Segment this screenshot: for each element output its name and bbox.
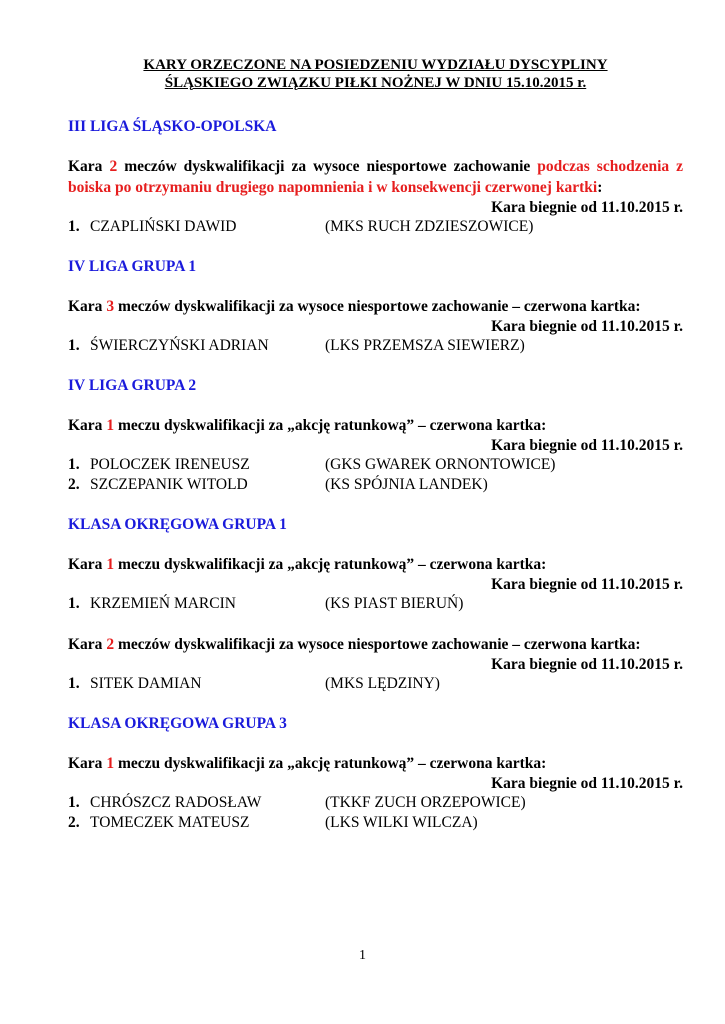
league-heading: KLASA OKRĘGOWA GRUPA 3: [68, 715, 287, 732]
player-number: 2.: [68, 476, 80, 493]
player-club: (MKS RUCH ZDZIESZOWICE): [325, 218, 534, 235]
league-heading: IV LIGA GRUPA 2: [68, 377, 197, 394]
league-section: [68, 516, 683, 694]
penalty-match-count: 2: [106, 636, 115, 653]
page-number: 1: [359, 948, 366, 963]
penalty-start-date: Kara biegnie od 11.10.2015 r.: [491, 199, 683, 216]
penalty-block: [68, 554, 683, 614]
player-number: 1.: [68, 794, 80, 811]
penalty-prefix: Kara: [68, 755, 103, 772]
player-number: 1.: [68, 456, 80, 473]
penalty-description: [68, 296, 683, 317]
penalty-description: [68, 554, 683, 575]
penalty-match-count: 1: [106, 556, 115, 573]
penalty-description: [68, 753, 683, 774]
player-row: [68, 475, 683, 495]
player-name: POLOCZEK IRENEUSZ: [90, 456, 250, 473]
league-section: [68, 715, 683, 833]
league-section: [68, 118, 683, 237]
penalty-text: meczów dyskwalifikacji za wysoce niesportowe zachowanie – czerwona kartka:: [117, 636, 641, 653]
player-row: [68, 455, 683, 475]
player-number: 1.: [68, 218, 80, 235]
league-heading: KLASA OKRĘGOWA GRUPA 1: [68, 516, 287, 533]
penalty-start-date: Kara biegnie od 11.10.2015 r.: [491, 775, 683, 792]
penalty-text: meczu dyskwalifikacji za „akcję ratunkową” – czerwona kartka:: [117, 417, 547, 434]
penalty-text: meczu dyskwalifikacji za „akcję ratunkową” – czerwona kartka:: [117, 556, 547, 573]
penalty-text: meczów dyskwalifikacji za wysoce niesportowe zachowanie – czerwona kartka:: [117, 298, 641, 315]
penalty-text: meczów dyskwalifikacji za wysoce niesportowe zachowanie: [124, 158, 531, 175]
penalty-text: meczu dyskwalifikacji za „akcję ratunkową” – czerwona kartka:: [117, 755, 547, 772]
penalty-match-count: 2: [109, 158, 118, 175]
penalty-prefix: Kara: [68, 158, 103, 175]
penalty-sections: [68, 118, 683, 833]
penalty-description: [68, 156, 683, 198]
league-heading: III LIGA ŚLĄSKO-OPOLSKA: [68, 118, 277, 135]
player-name: CHRÓSZCZ RADOSŁAW: [90, 794, 262, 811]
player-club: (KS PIAST BIERUŃ): [325, 595, 464, 612]
player-name: CZAPLIŃSKI DAWID: [90, 218, 237, 235]
player-number: 1.: [68, 675, 80, 692]
player-name: ŚWIERCZYŃSKI ADRIAN: [90, 337, 269, 354]
penalty-prefix: Kara: [68, 298, 103, 315]
penalty-prefix: Kara: [68, 417, 103, 434]
player-number: 1.: [68, 595, 80, 612]
player-name: SITEK DAMIAN: [90, 675, 202, 692]
player-row: [68, 813, 683, 833]
player-row: [68, 674, 683, 694]
league-section: [68, 377, 683, 495]
penalty-start-date: Kara biegnie od 11.10.2015 r.: [491, 576, 683, 593]
player-name: KRZEMIEŃ MARCIN: [90, 595, 236, 612]
penalty-start-date: Kara biegnie od 11.10.2015 r.: [491, 656, 683, 673]
player-club: (LKS WILKI WILCZA): [325, 814, 478, 831]
document-page: [68, 56, 683, 854]
title-line-1: KARY ORZECZONE NA POSIEDZENIU WYDZIAŁU DYSCYPLINY: [143, 57, 608, 73]
penalty-block: [68, 634, 683, 694]
penalty-prefix: Kara: [68, 636, 103, 653]
penalty-block: [68, 156, 683, 237]
penalty-block: [68, 415, 683, 495]
player-number: 1.: [68, 337, 80, 354]
player-club: (TKKF ZUCH ORZEPOWICE): [325, 794, 526, 811]
title-line-2: ŚLĄSKIEGO ZWIĄZKU PIŁKI NOŻNEJ W DNIU 15.10.2015 r.: [164, 75, 587, 91]
player-club: (LKS PRZEMSZA SIEWIERZ): [325, 337, 525, 354]
penalty-prefix: Kara: [68, 556, 103, 573]
penalty-description: [68, 415, 683, 436]
penalty-match-count: 3: [106, 298, 115, 315]
penalty-match-count: 1: [106, 755, 115, 772]
penalty-block: [68, 753, 683, 833]
penalty-suffix: :: [597, 179, 603, 196]
player-club: (GKS GWAREK ORNONTOWICE): [325, 456, 556, 473]
penalty-start-date: Kara biegnie od 11.10.2015 r.: [491, 318, 683, 335]
penalty-start-date: Kara biegnie od 11.10.2015 r.: [491, 437, 683, 454]
document-title: [68, 56, 683, 92]
player-row: [68, 217, 683, 237]
player-number: 2.: [68, 814, 80, 831]
penalty-description: [68, 634, 683, 655]
player-club: (MKS LĘDZINY): [325, 675, 440, 692]
player-row: [68, 793, 683, 813]
penalty-highlight: podczas schodzenia z boiska po otrzymaniu drugiego napomnienia i w konsekwencji czerwonej kartki: [68, 158, 684, 196]
player-row: [68, 594, 683, 614]
penalty-match-count: 1: [106, 417, 115, 434]
league-heading: IV LIGA GRUPA 1: [68, 258, 197, 275]
player-row: [68, 336, 683, 356]
player-club: (KS SPÓJNIA LANDEK): [325, 476, 488, 493]
player-name: TOMECZEK MATEUSZ: [90, 814, 250, 831]
player-name: SZCZEPANIK WITOLD: [90, 476, 248, 493]
league-section: [68, 258, 683, 356]
penalty-block: [68, 296, 683, 356]
